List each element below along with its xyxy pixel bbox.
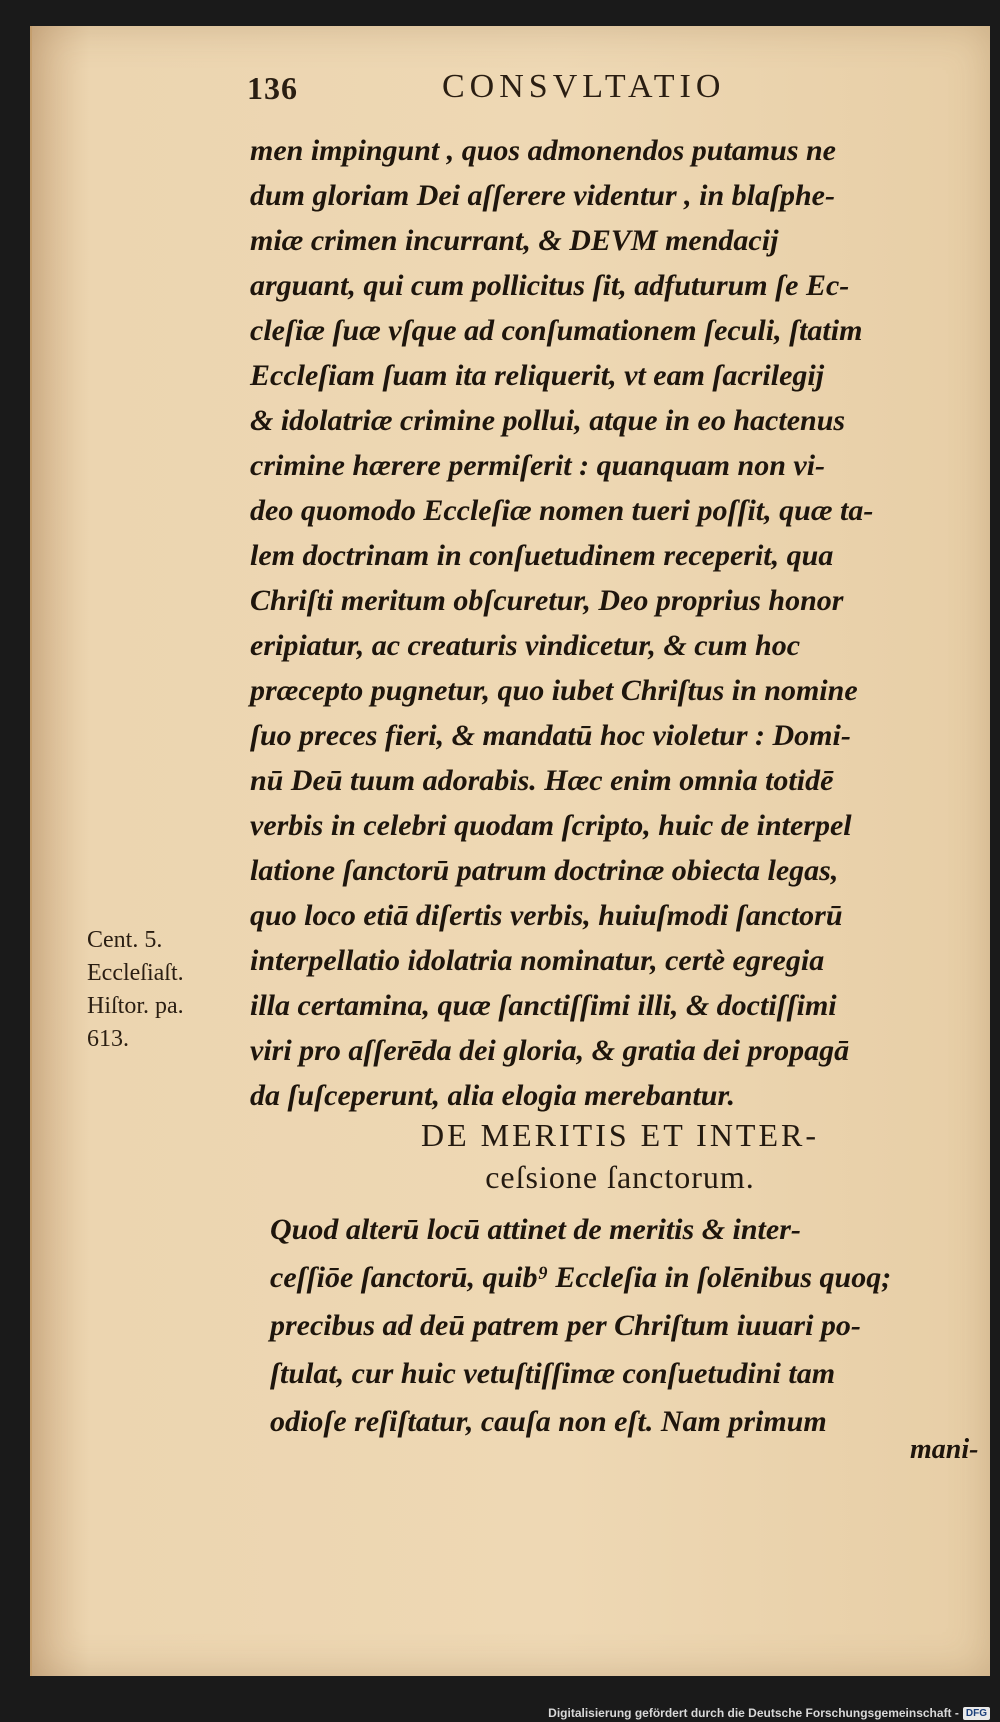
text-line: da ſuſceperunt, alia elogia merebantur. [250, 1079, 736, 1112]
text-line: Quod alterū locū attinet de meritis & inter- [270, 1213, 801, 1246]
dfg-logo-icon: DFG [963, 1707, 990, 1720]
margin-note-line: Hiſtor. pa. [87, 993, 184, 1019]
second-paragraph [270, 1206, 990, 1446]
page-number: 136 [247, 70, 298, 106]
text-line: cleſiæ ſuæ vſque ad conſumationem ſeculi, ſtatim [250, 314, 863, 347]
text-line: Chriſti meritum obſcuretur, Deo proprius honor [250, 584, 844, 617]
text-line: men impingunt , quos admonendos putamus ne [250, 134, 836, 167]
text-line: ſuo preces fieri, & mandatū hoc violetur : Domi- [250, 719, 851, 752]
page-header [247, 64, 967, 114]
margin-note-line: Eccleſiaſt. [87, 960, 184, 986]
text-line: eripiatur, ac creaturis vindicetur, & cum hoc [250, 629, 801, 662]
text-line: dum gloriam Dei aſſerere videntur , in blaſphe- [250, 179, 835, 212]
margin-note-line: Cent. 5. [87, 927, 163, 953]
catchword: mani- [910, 1434, 979, 1465]
text-line: & idolatriæ crimine pollui, atque in eo hactenus [250, 404, 846, 437]
text-line: illa certamina, quæ ſanctiſſimi illi, & doctiſſimi [250, 989, 837, 1022]
text-line: quo loco etiā diſertis verbis, huiuſmodi ſanctorū [250, 899, 843, 932]
section-heading-line-1: DE MERITIS ET INTER- [420, 1117, 820, 1153]
text-line: ſtulat, cur huic vetuſtiſſimæ conſuetudini tam [270, 1357, 836, 1390]
text-line: arguant, qui cum pollicitus ſit, adfuturum ſe Ec- [250, 269, 850, 302]
running-title: CONSVLTATIO [442, 68, 726, 105]
text-line: interpellatio idolatria nominatur, certè egregia [250, 944, 825, 977]
margin-note-line: 613. [87, 1026, 129, 1052]
text-line: latione ſanctorū patrum doctrinæ obiecta legas, [250, 854, 839, 887]
text-line: ceſſiōe ſanctorū, quib⁹ Eccleſia in ſolēnibus quoq; [270, 1261, 892, 1294]
text-line: precibus ad deū patrem per Chriſtum iuuari po- [270, 1309, 861, 1342]
section-heading [250, 1114, 990, 1198]
text-line: miæ crimen incurrant, & DEVM mendacij [250, 224, 779, 257]
footer-text: Digitalisierung gefördert durch die Deutsche Forschungsgemeinschaft - [548, 1706, 959, 1720]
margin-note [87, 924, 262, 1056]
text-line: deo quomodo Eccleſiæ nomen tueri poſſit, quæ ta- [250, 494, 874, 527]
text-line: odioſe reſiſtatur, cauſa non eſt. Nam primum [270, 1405, 827, 1438]
main-paragraph [250, 128, 990, 1118]
text-line: præcepto pugnetur, quo iubet Chriſtus in nomine [250, 674, 858, 707]
text-line: viri pro aſſerēda dei gloria, & gratia dei propagā [250, 1034, 850, 1067]
text-line: crimine hærere permiſerit : quanquam non vi- [250, 449, 826, 482]
text-line: verbis in celebri quodam ſcripto, huic de interpel [250, 809, 852, 842]
text-line: lem doctrinam in conſuetudinem receperit, qua [250, 539, 834, 572]
section-heading-line-2: ceſsione ſanctorum. [485, 1159, 755, 1195]
text-line: Eccleſiam ſuam ita reliquerit, vt eam ſacrilegij [250, 359, 825, 392]
digitization-footer [548, 1706, 990, 1720]
text-line: nū Deū tuum adorabis. Hæc enim omnia totidē [250, 764, 834, 797]
book-page [30, 26, 990, 1676]
